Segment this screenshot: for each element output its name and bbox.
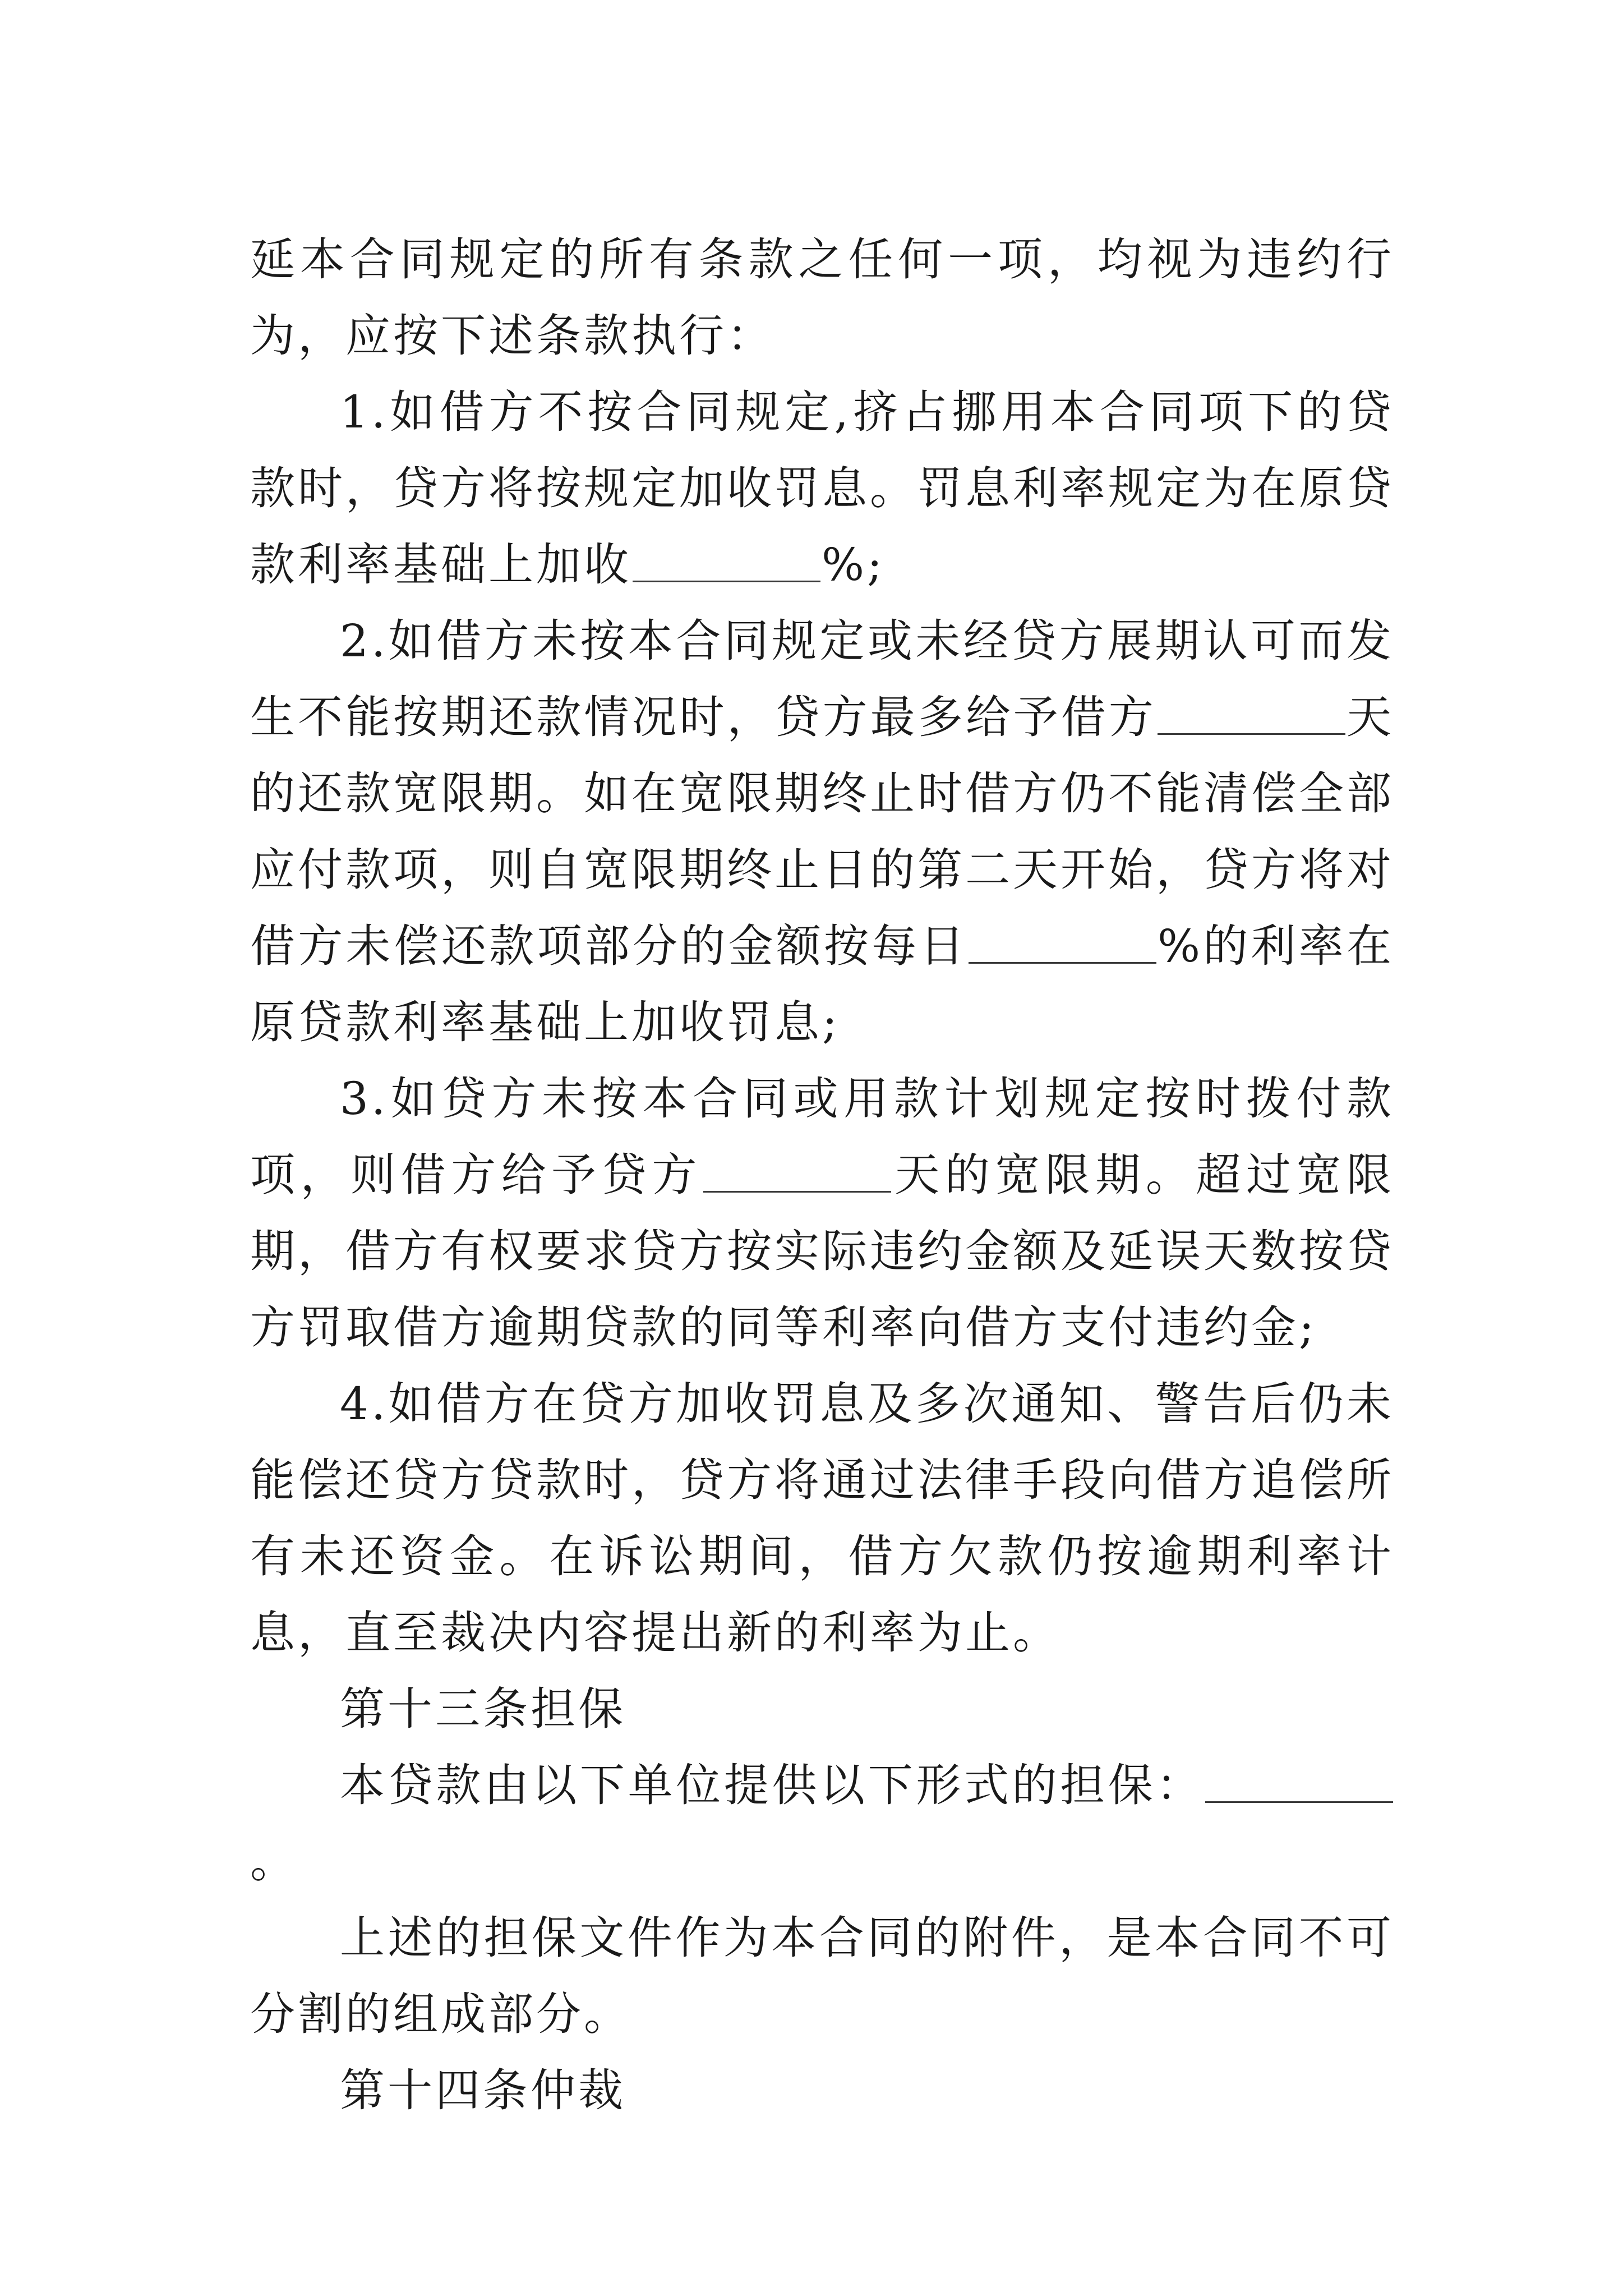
clause-2-paragraph [250, 603, 1394, 1061]
grace-days-blank[interactable] [1158, 688, 1345, 735]
daily-rate-blank[interactable] [969, 917, 1156, 964]
clause-2-text-b: 天的还款宽限期。如在宽限期终止时借方仍不能清偿全部应付款项，则自宽限期终止日的第二天开始，贷方将对借方未偿还款项部分的金额按每日 [250, 691, 1395, 972]
article-13-heading: 第十三条担保 [340, 1683, 626, 1735]
penalty-rate-blank[interactable] [633, 536, 820, 582]
clause-3-paragraph [250, 1061, 1394, 1366]
attachment-paragraph: 上述的担保文件作为本合同的附件，是本合同不可分割的组成部分。 [250, 1912, 1394, 2040]
paragraph-breach-intro: 延本合同规定的所有条款之任何一项，均视为违约行为，应按下述条款执行： [250, 233, 1394, 362]
guarantee-paragraph [250, 1747, 1394, 1900]
clause-3-text: 3.如贷方未按本合同或用款计划规定按时拨付款项，则借方给予贷方 [250, 1073, 1394, 1201]
clause-4-paragraph: 4.如借方在贷方加收罚息及多次通知、警告后仍未能偿还贷方贷款时，贷方将通过法律手段向借方追偿所有未还资金。在诉讼期间，借方欠款仍按逾期利率计息，直至裁决内容提出新的利率为止。 [250, 1378, 1394, 1659]
guarantee-text: 本贷款由以下单位提供以下形式的担保： [340, 1759, 1204, 1811]
guarantee-form-blank[interactable] [1205, 1756, 1393, 1803]
lender-grace-days-blank[interactable] [703, 1146, 891, 1193]
clause-2-text-a: 2.如借方未按本合同规定或未经贷方展期认可而发生不能按期还款情况时，贷方最多给予借方 [250, 615, 1394, 743]
clause-1-paragraph [250, 374, 1394, 603]
document-body [250, 222, 1394, 2129]
clause-1-text: 1.如借方不按合同规定,挤占挪用本合同项下的贷款时，贷方将按规定加收罚息。罚息利率规定为在原贷款利率基础上加收 [250, 386, 1394, 591]
clause-3-text-end: 天的宽限期。超过宽限期，借方有权要求贷方按实际违约金额及延误天数按贷方罚取借方逾期贷款的同等利率向借方支付违约金; [250, 1149, 1395, 1354]
article-14-heading: 第十四条仲裁 [340, 2064, 626, 2116]
guarantee-text-end: 。 [250, 1835, 298, 1888]
clause-1-text-end: %; [822, 539, 885, 591]
clause-2-text-c: %的利率在原贷款利率基础上加收罚息; [250, 920, 1395, 1048]
